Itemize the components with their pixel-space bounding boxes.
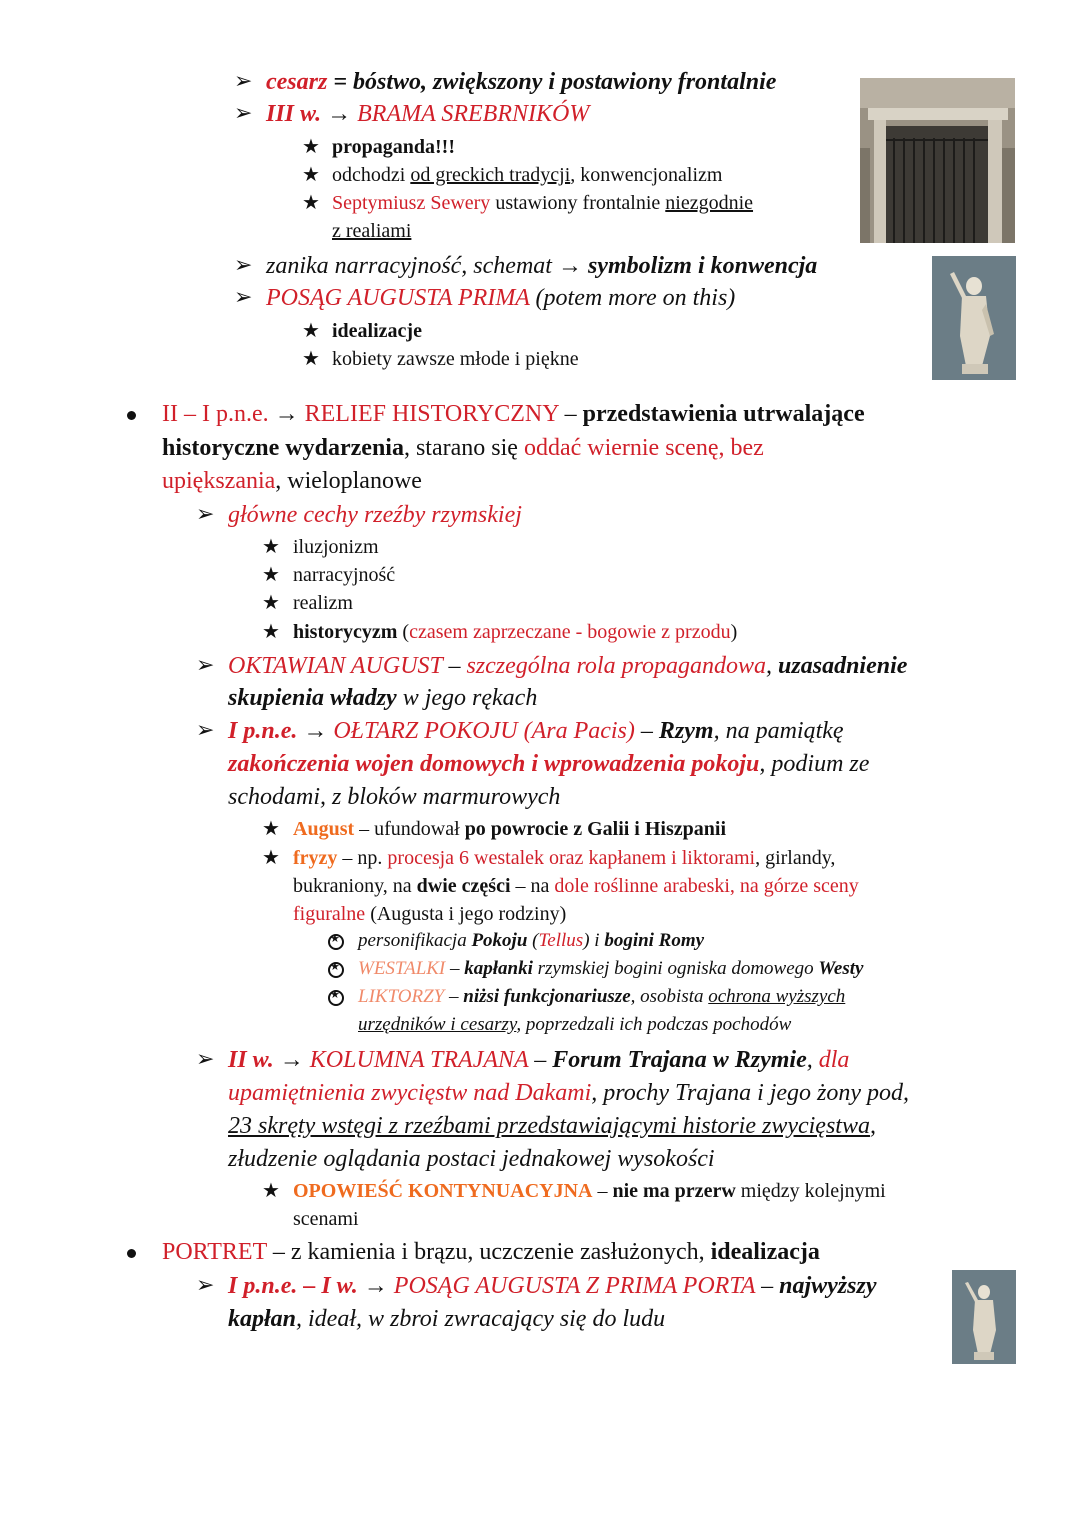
term: BRAMA SREBRNIKÓW [357, 101, 590, 127]
date: II – I p.n.e. [162, 401, 269, 427]
line-schodami [228, 783, 560, 812]
line-zanika [266, 252, 817, 281]
comma: , [766, 653, 779, 679]
line-brama [266, 100, 589, 129]
text: Forum Trajana w Rzymie [552, 1047, 807, 1073]
text: niżsi funkcjonariusze [463, 986, 631, 1007]
arrow: → [273, 1047, 310, 1073]
highlight: zakończenia wojen domowych i wprowadzenia pokoju [228, 751, 760, 777]
text: po powrocie z Galii i Hiszpanii [464, 818, 726, 840]
star-bullet-icon: ★ [262, 818, 280, 840]
line-liktorzy [358, 986, 845, 1009]
text: uzasadnienie [778, 653, 908, 679]
circle-star-bullet-icon [328, 934, 344, 950]
circle-star-bullet-icon [328, 962, 344, 978]
arrow: → [297, 718, 334, 744]
text: , prochy Trajana i jego żony pod, [591, 1080, 910, 1106]
arrow-bullet-icon: ➢ [196, 652, 215, 677]
text: scenami [293, 1208, 359, 1230]
line-odchodzi [332, 163, 722, 187]
highlight: upiększania [162, 468, 276, 494]
underlined-text: z realiami [332, 220, 412, 242]
line-propaganda [332, 135, 455, 159]
line-iluzjonizm [293, 535, 379, 559]
arrow: → [321, 101, 358, 127]
line-upiekszania [162, 467, 422, 496]
text: historyczne wydarzenia [162, 435, 404, 461]
text: (potem more on this) [529, 285, 736, 311]
text: idealizacja [710, 1239, 820, 1265]
term: OŁTARZ POKOJU (Ara Pacis) [333, 718, 635, 744]
arrow-bullet-icon: ➢ [234, 252, 253, 277]
dash: – [592, 1180, 613, 1202]
text: (Augusta i jego rodziny) [365, 903, 567, 925]
line-kobiety [332, 347, 579, 371]
text: odchodzi [332, 164, 411, 186]
text: , konwencjonalizm [570, 164, 723, 186]
text: ) i [583, 930, 605, 951]
term: PORTRET [162, 1239, 267, 1265]
text: ustawiony frontalnie [490, 192, 666, 214]
arrow-bullet-icon: ➢ [234, 100, 253, 125]
line-posag-prima [266, 284, 735, 313]
line-portret [162, 1238, 820, 1267]
gate-photo [860, 78, 1015, 243]
highlight: procesja 6 westalek oraz kapłanem i liktorami [387, 847, 756, 869]
arrow: → [268, 401, 305, 427]
line-realiami [332, 219, 411, 243]
term: OPOWIEŚĆ KONTYNUACYJNA [293, 1180, 593, 1202]
text: w jego rękach [396, 685, 538, 711]
text: dwie części [416, 875, 511, 897]
underlined-text: ochrona wyższych [708, 986, 846, 1007]
arrow: → [557, 253, 588, 279]
line-figuralne [293, 902, 566, 926]
text: , wieloplanowe [275, 468, 422, 494]
line-cesarz [266, 68, 776, 97]
highlight: czasem zaprzeczane - bogowie z przodu [409, 621, 731, 643]
term: cesarz [266, 69, 328, 95]
term: KOLUMNA TRAJANA [309, 1047, 529, 1073]
arrow-bullet-icon: ➢ [196, 1046, 215, 1071]
arrow: → [357, 1273, 394, 1299]
text: , poprzedzali ich podczas pochodów [516, 1014, 792, 1035]
line-idealizacje [332, 319, 422, 343]
dash: – [442, 653, 467, 679]
term: WESTALKI [358, 958, 446, 979]
underlined-text: od greckich tradycji [410, 164, 571, 186]
highlight: upamiętnienia zwycięstw nad Dakami [228, 1080, 592, 1106]
dash: – [444, 986, 464, 1007]
highlight: Tellus [538, 930, 584, 951]
paren: ) [730, 621, 738, 643]
date: II w. [228, 1047, 274, 1073]
term: POSĄG AUGUSTA Z PRIMA PORTA [393, 1273, 756, 1299]
text: kapłanki [464, 958, 533, 979]
text: złudzenie oglądania postaci jednakowej wysokości [228, 1146, 715, 1172]
text: – z kamienia i brązu, uczczenie zasłużonych, [266, 1239, 711, 1265]
text: realizm [293, 592, 353, 614]
line-zludzenie [228, 1145, 715, 1174]
text: propaganda!!! [332, 136, 455, 158]
text: bukraniony, na [293, 875, 417, 897]
star-bullet-icon: ★ [302, 192, 320, 214]
line-fryzy [293, 846, 835, 870]
text: rzymskiej bogini ogniska domowego [532, 958, 819, 979]
text: – na [510, 875, 555, 897]
term: OKTAWIAN AUGUST [228, 653, 443, 679]
star-bullet-icon: ★ [302, 164, 320, 186]
star-bullet-icon: ★ [262, 1180, 280, 1202]
line-posag-prima-porta [228, 1272, 876, 1301]
paren: ( [527, 930, 539, 951]
dash: – [558, 401, 583, 427]
line-skupienia [228, 684, 537, 713]
text: schodami, z bloków marmurowych [228, 784, 561, 810]
text: personifikacja [358, 930, 472, 951]
line-oltarz [228, 717, 844, 746]
line-scenami [293, 1207, 359, 1231]
text: bogini Romy [604, 930, 705, 951]
circle-star-bullet-icon [328, 990, 344, 1006]
arrow-bullet-icon: ➢ [196, 717, 215, 742]
underlined-text: niezgodnie [665, 192, 754, 214]
term: August [293, 818, 355, 840]
text: zanika narracyjność, schemat [266, 253, 558, 279]
line-zakonczenia [228, 750, 869, 779]
star-bullet-icon: ★ [302, 320, 320, 342]
line-septymiusz [332, 191, 753, 215]
term: główne cechy rzeźby rzymskiej [228, 502, 522, 528]
highlight: dla [818, 1047, 850, 1073]
line-opowiesc [293, 1179, 886, 1203]
date: I p.n.e. [228, 718, 298, 744]
line-westalki [358, 958, 863, 981]
text: Westy [818, 958, 864, 979]
text: przedstawienia utrwalające [582, 401, 865, 427]
line-realizm [293, 591, 353, 615]
line-oktawian [228, 652, 907, 681]
line-personifikacja [358, 930, 704, 953]
star-bullet-icon: ★ [262, 592, 280, 614]
comma: , [869, 1113, 876, 1139]
star-bullet-icon: ★ [262, 564, 280, 586]
bullet-dot-icon [127, 1249, 136, 1258]
text: najwyższy [779, 1273, 877, 1299]
text: nie ma przerw [612, 1180, 736, 1202]
highlight: szczególna rola propagandowa [466, 653, 767, 679]
underlined-text: urzędników i cesarzy [358, 1014, 517, 1035]
text: – np. [337, 847, 388, 869]
highlight: dole roślinne arabeski, na górze sceny [554, 875, 859, 897]
arrow-bullet-icon: ➢ [196, 501, 215, 526]
term: POSĄG AUGUSTA PRIMA [266, 285, 530, 311]
text: historycyzm [293, 621, 398, 643]
date: I p.n.e. – I w. [228, 1273, 358, 1299]
comma: , [806, 1047, 819, 1073]
text: , ideał, w zbroi zwracający się do ludu [296, 1306, 666, 1332]
text: iluzjonizm [293, 536, 379, 558]
text: , starano się [403, 435, 524, 461]
line-kolumna [228, 1046, 849, 1075]
term: Septymiusz Sewery [332, 192, 491, 214]
arrow-bullet-icon: ➢ [234, 68, 253, 93]
dash: – [755, 1273, 780, 1299]
star-bullet-icon: ★ [262, 536, 280, 558]
highlight: figuralne [293, 903, 366, 925]
statue-photo [932, 256, 1016, 380]
text: – ufundował [354, 818, 465, 840]
dash: – [445, 958, 465, 979]
line-august [293, 817, 726, 841]
term: fryzy [293, 847, 338, 869]
statue-photo [952, 1270, 1016, 1364]
text: między kolejnymi [735, 1180, 886, 1202]
term: RELIEF HISTORYCZNY [304, 401, 559, 427]
line-historycyzm [293, 620, 737, 644]
text: , osobista [630, 986, 709, 1007]
star-bullet-icon: ★ [302, 136, 320, 158]
term: LIKTORZY [358, 986, 445, 1007]
line-narracyjnosc [293, 563, 395, 587]
star-bullet-icon: ★ [262, 847, 280, 869]
text: Rzym [658, 718, 714, 744]
line-upamietnienia [228, 1079, 909, 1108]
line-urzednikow [358, 1014, 791, 1037]
date: III w. [266, 101, 322, 127]
text: = bóstwo, zwiększony i postawiony frontalnie [327, 69, 777, 95]
paren: ( [397, 621, 410, 643]
text: , podium ze [759, 751, 870, 777]
term: symbolizm i konwencja [587, 253, 818, 279]
text: idealizacje [332, 320, 422, 342]
text: kobiety zawsze młode i piękne [332, 348, 579, 370]
line-bukraniony [293, 874, 859, 898]
dash: – [634, 718, 659, 744]
highlight: oddać wiernie scenę, bez [523, 435, 764, 461]
line-relief [162, 400, 865, 429]
line-kaplan [228, 1305, 665, 1334]
text: Pokoju [471, 930, 528, 951]
dash: – [528, 1047, 553, 1073]
line-23-skrety [228, 1112, 876, 1141]
text: , na pamiątkę [713, 718, 844, 744]
line-glowne-cechy [228, 501, 522, 530]
text: narracyjność [293, 564, 396, 586]
text: , girlandy, [755, 847, 836, 869]
underlined-text: 23 skręty wstęgi z rzeźbami przedstawiającymi historie zwycięstwa [228, 1113, 870, 1139]
bullet-dot-icon [127, 411, 136, 420]
star-bullet-icon: ★ [302, 348, 320, 370]
text: skupienia władzy [228, 685, 397, 711]
arrow-bullet-icon: ➢ [234, 284, 253, 309]
text: kapłan [228, 1306, 297, 1332]
arrow-bullet-icon: ➢ [196, 1272, 215, 1297]
star-bullet-icon: ★ [262, 621, 280, 643]
line-historyczne [162, 434, 764, 463]
